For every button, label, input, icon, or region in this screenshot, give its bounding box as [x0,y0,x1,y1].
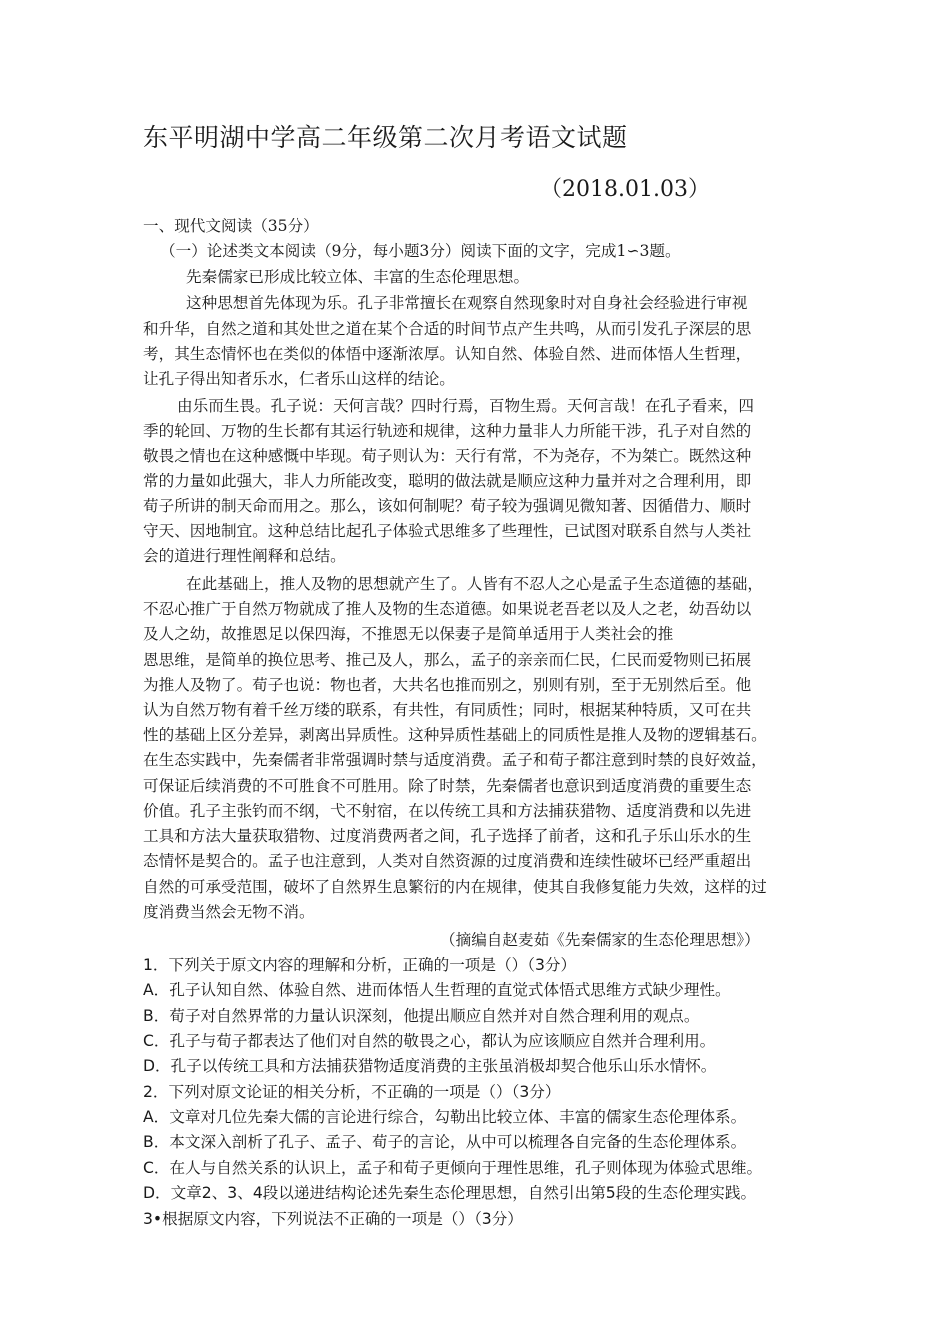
passage-line: 考，其生态情怀也在类似的体悟中逐渐浓厚。认知自然、体验自然、进而体悟人生哲理， [143,345,752,363]
passage-line: 为推人及物了。荀子也说：物也者，大共名也推而别之，别则有别，至于无别然后至。他 [143,676,752,694]
passage-source: （摘编自赵麦茹《先秦儒家的生态伦理思想》） [440,931,760,949]
question-2-option-c: C．在人与自然关系的认识上，孟子和荀子更倾向于理性思维，孔子则体现为体验式思维。 [143,1159,763,1177]
passage-line: 在此基础上，推人及物的思想就产生了。人皆有不忍人之心是孟子生态道德的基础， [186,575,763,593]
passage-line: 敬畏之情也在这种感慨中毕现。荀子则认为：天行有常，不为尧存，不为桀亡。既然这种 [143,447,752,465]
passage-line: 度消费当然会无物不消。 [143,903,315,921]
question-1-option-d: D．孔子以传统工具和方法捕获猎物适度消费的主张虽消极却契合他乐山乐水情怀。 [143,1057,717,1075]
passage-paragraph-1: 先秦儒家已形成比较立体、丰富的生态伦理思想。 [186,268,530,286]
exam-date: （2018.01.03） [540,177,710,202]
question-1-option-a: A．孔子认知自然、体验自然、进而体悟人生哲理的直觉式体悟式思维方式缺少理性。 [143,981,731,999]
passage-line: 和升华，自然之道和其处世之道在某个合适的时间节点产生共鸣，从而引发孔子深层的思 [143,320,752,338]
passage-line: 在生态实践中，先秦儒者非常强调时禁与适度消费。孟子和荀子都注意到时禁的良好效益， [143,751,767,769]
passage-line: 恩思维，是简单的换位思考、推己及人，那么，孟子的亲亲而仁民，仁民而爱物则已拓展 [143,651,752,669]
question-3-stem: 3•根据原文内容，下列说法不正确的一项是（）（3分） [143,1210,523,1228]
passage-line: 价值。孔子主张钓而不纲，弋不射宿，在以传统工具和方法捕获猎物、适度消费和以先进 [143,802,752,820]
question-1-option-c: C．孔子与荀子都表达了他们对自然的敬畏之心，都认为应该顺应自然并合理利用。 [143,1032,716,1050]
passage-line: 自然的可承受范围，破坏了自然界生息繁衍的内在规律，使其自我修复能力失效，这样的过 [143,878,767,896]
passage-line: 由乐而生畏。孔子说：天何言哉？四时行焉，百物生焉。天何言哉！在孔子看来，四 [177,397,754,415]
passage-line: 守天、因地制宜。这种总结比起孔子体验式思维多了些理性，已试图对联系自然与人类社 [143,522,752,540]
question-2-option-b: B．本文深入剖析了孔子、孟子、荀子的言论，从中可以梳理各自完备的生态伦理体系。 [143,1133,747,1151]
passage-line: 荀子所讲的制天命而用之。那么，该如何制呢？荀子较为强调见微知著、因循借力、顺时 [143,497,752,515]
section-heading: 一、现代文阅读（35分） [143,217,319,235]
passage-line: 会的道进行理性阐释和总结。 [143,547,346,565]
question-2-option-d: D．文章2、3、4段以递进结构论述先秦生态伦理思想，自然引出第5段的生态伦理实践。 [143,1184,757,1202]
passage-line: 及人之幼，故推恩足以保四海，不推恩无以保妻子是简单适用于人类社会的推 [143,625,674,643]
exam-title: 东平明湖中学高二年级第二次月考语文试题 [143,123,628,152]
passage-line: 常的力量如此强大，非人力所能改变，聪明的做法就是顺应这种力量并对之合理利用，即 [143,472,752,490]
passage-line: 季的轮回、万物的生长都有其运行轨迹和规律，这种力量非人力所能干涉，孔子对自然的 [143,422,752,440]
passage-line: 可保证后续消费的不可胜食不可胜用。除了时禁，先秦儒者也意识到适度消费的重要生态 [143,777,752,795]
passage-line: 认为自然万物有着千丝万缕的联系，有共性，有同质性；同时，根据某种特质，又可在共 [143,701,752,719]
question-1-option-b: B．荀子对自然界常的力量认识深刻，他提出顺应自然并对自然合理利用的观点。 [143,1007,700,1025]
passage-line: 工具和方法大量获取猎物、过度消费两者之间，孔子选择了前者，这和孔子乐山乐水的生 [143,827,752,845]
passage-line: 让孔子得出知者乐水，仁者乐山这样的结论。 [143,370,455,388]
question-1-stem: 1．下列关于原文内容的理解和分析，正确的一项是（）（3分） [143,956,577,974]
passage-line: 性的基础上区分差异，剥离出异质性。这种异质性基础上的同质性是推人及物的逻辑基石。 [143,726,767,744]
question-2-stem: 2．下列对原文论证的相关分析，不正确的一项是（）（3分） [143,1083,561,1101]
passage-line: 这种思想首先体现为乐。孔子非常擅长在观察自然现象时对自身社会经验进行审视 [186,294,748,312]
passage-line: 不忍心推广于自然万物就成了推人及物的生态道德。如果说老吾老以及人之老，幼吾幼以 [143,600,752,618]
passage-line: 态情怀是契合的。孟子也注意到，人类对自然资源的过度消费和连续性破坏已经严重超出 [143,852,752,870]
question-2-option-a: A．文章对几位先秦大儒的言论进行综合，勾勒出比较立体、丰富的儒家生态伦理体系。 [143,1108,747,1126]
subsection-heading: （一）论述类文本阅读（9分，每小题3分）阅读下面的文字，完成1∽3题。 [160,242,681,260]
